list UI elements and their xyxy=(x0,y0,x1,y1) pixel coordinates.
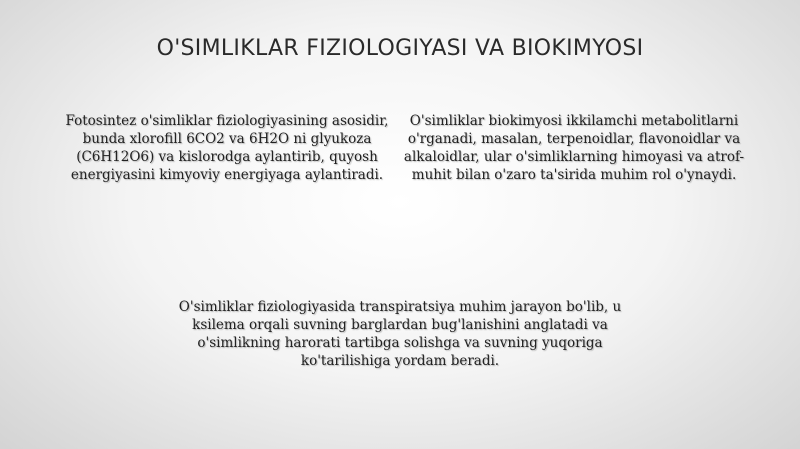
slide-title: O'SIMLIKLAR FIZIOLOGIYASI VA BIOKIMYOSI xyxy=(156,36,644,61)
paragraph-biochemistry: O'simliklar biokimyosi ikkilamchi metabolitlarni o'rganadi, masalan, terpenoidlar, flavonoidlar va alkaloidlar, ular o'simliklarning himoyasi va atrof-muhit bilan o'zaro ta'sirida muhim rol o'ynaydi. xyxy=(403,113,745,183)
paragraph-photosynthesis: Fotosintez o'simliklar fiziologiyasining asosidir, bunda xlorofill 6CO2 va 6H2O ni glyukoza (C6H12O6) va kislorodga aylantirib, quyosh energiyasini kimyoviy energiyaga aylantiradi. xyxy=(65,113,389,183)
paragraph-transpiration: O'simliklar fiziologiyasida transpiratsiya muhim jarayon bo'lib, u ksilema orqali suvning barglardan bug'lanishini anglatadi va o'simlikning harorati tartibga solishga va suvning yuqoriga ko'tarilishiga yordam beradi. xyxy=(178,299,622,369)
